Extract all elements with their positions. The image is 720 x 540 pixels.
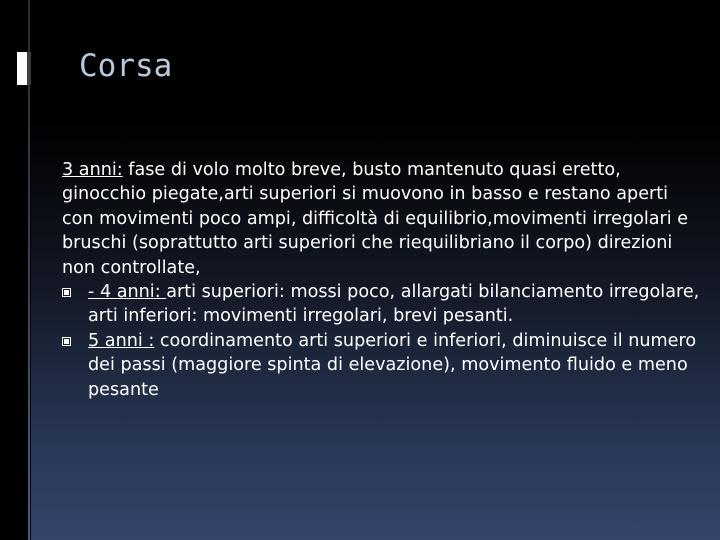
bullet-list (62, 280, 702, 402)
slide-body (62, 158, 702, 402)
intro-lead: 3 anni: (62, 160, 123, 180)
title-accent-block-shadow (27, 52, 31, 85)
bullet-text: coordinamento arti superiori e inferiori, diminuisce il numero dei passi (maggiore spinta di elevazione), movimento fluido e meno pesante (88, 330, 697, 400)
bullet-item (62, 280, 702, 329)
slide-title: Corsa (79, 48, 173, 84)
square-bullet-icon (62, 337, 71, 346)
bullet-lead: 5 anni : (88, 330, 155, 351)
intro-paragraph (62, 158, 702, 280)
bullet-text: arti superiori: mossi poco, allargati bilanciamento irregolare, arti inferiori: movimenti irregolari, brevi pesanti. (88, 282, 700, 327)
title-accent-block (17, 52, 27, 85)
square-bullet-icon (62, 288, 71, 297)
bullet-lead: - 4 anni: (88, 282, 167, 303)
bullet-item (62, 329, 702, 402)
intro-text: fase di volo molto breve, busto mantenuto quasi eretto, ginocchio piegate,arti superiori si muovono in basso e restano aperti con movimenti poco ampi, difficoltà di equilibrio,movimenti irregolari e bruschi (soprattutto arti superiori che riequilibriano il corpo) direzioni non controllate, (62, 160, 689, 278)
